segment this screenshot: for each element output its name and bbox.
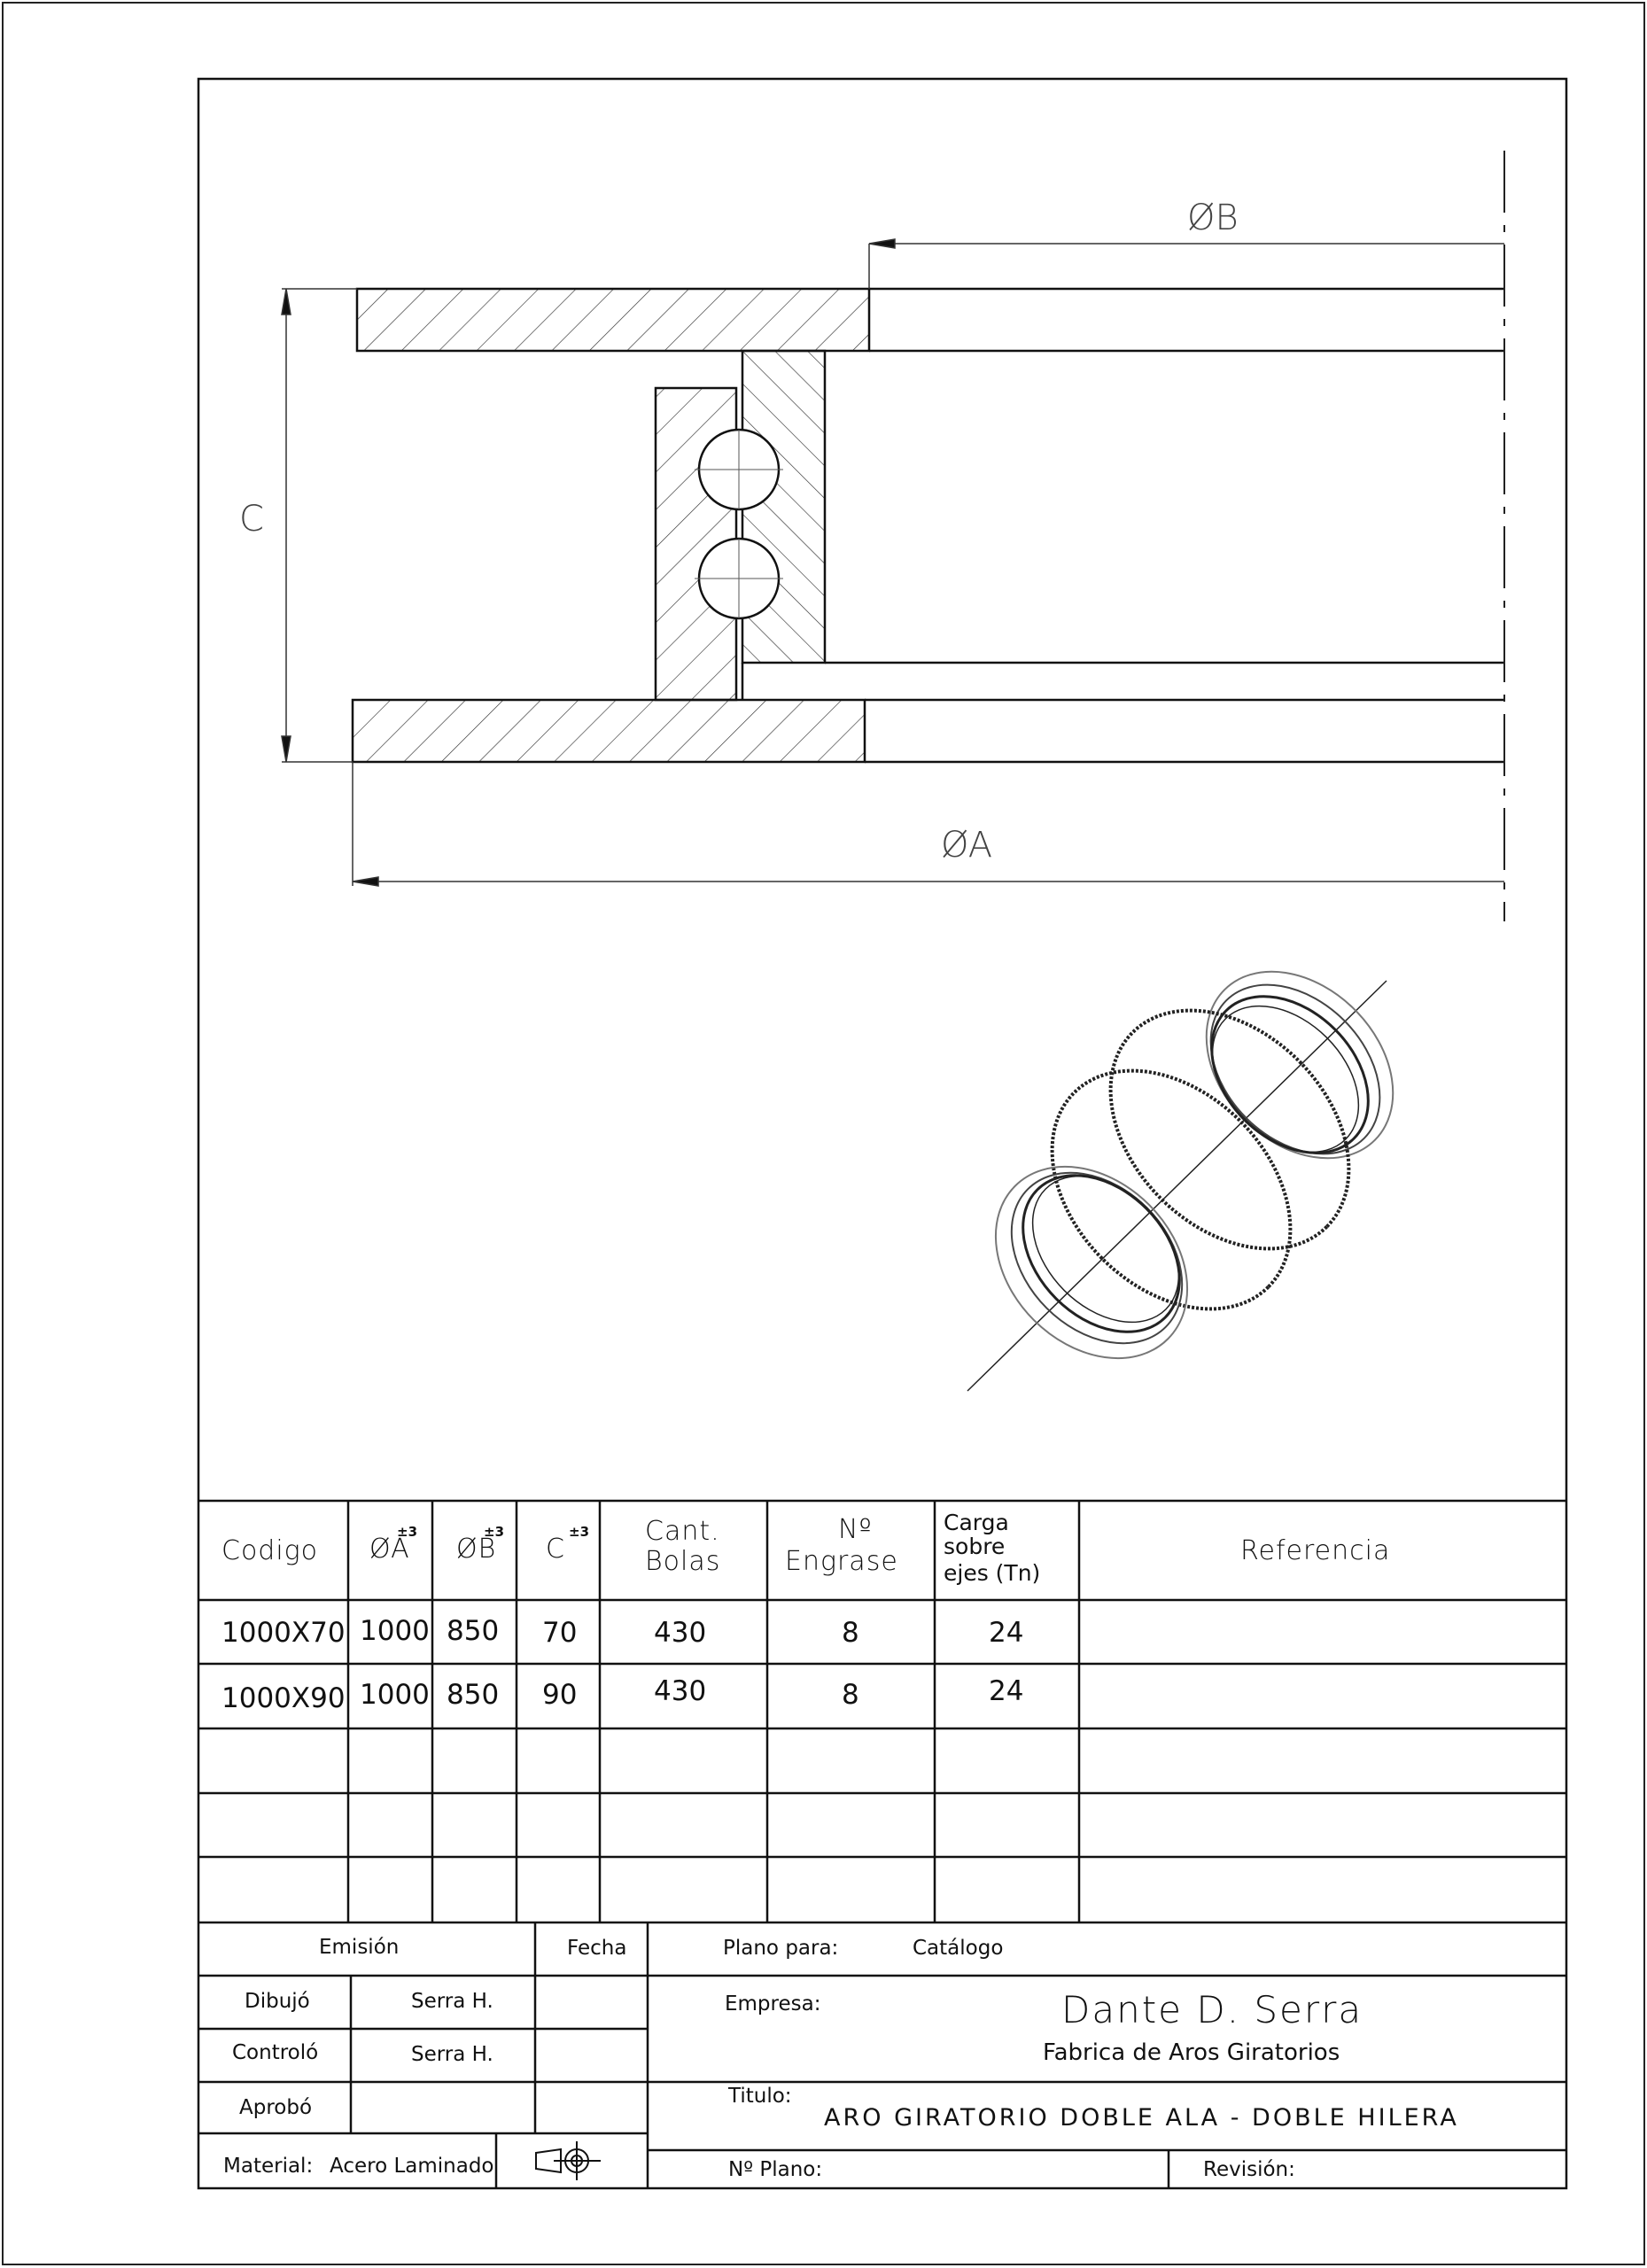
cell-b: 850 <box>447 1615 500 1647</box>
material-value: Acero Laminado <box>330 2155 494 2178</box>
fecha-label: Fecha <box>567 1937 627 1960</box>
cell-c: 70 <box>542 1617 578 1649</box>
cell-bolas: 430 <box>654 1617 707 1649</box>
inner-frame <box>198 79 1566 2188</box>
plano-para-label: Plano para: <box>723 1937 839 1960</box>
cell-engrase: 8 <box>842 1679 859 1711</box>
empresa-label: Empresa: <box>725 1992 821 2016</box>
header-sobre: sobre <box>944 1534 1006 1559</box>
dibujo-value: Serra H. <box>411 1990 493 2013</box>
header-engrase: Engrase <box>785 1546 898 1577</box>
cell-bolas: 430 <box>654 1675 707 1707</box>
title-block-grid <box>198 1922 1566 2188</box>
header-tol-c: ±3 <box>569 1524 590 1540</box>
dim-label-a: ØA <box>941 825 993 866</box>
cross-section-view <box>353 151 1504 921</box>
cell-c: 90 <box>542 1679 578 1711</box>
header-diam-b: ØB <box>456 1534 497 1565</box>
dim-label-b: ØB <box>1187 198 1239 238</box>
top-flange-section <box>357 289 869 351</box>
cell-carga: 24 <box>989 1675 1024 1707</box>
cell-a: 1000 <box>360 1615 430 1647</box>
controlo-value: Serra H. <box>411 2043 493 2066</box>
emision-label: Emisión <box>319 1936 400 1959</box>
company-name: Dante D. Serra <box>1061 1988 1363 2031</box>
titulo-label: Titulo: <box>728 2085 792 2108</box>
cell-codigo: 1000X70 <box>221 1617 346 1649</box>
header-cant: Cant. <box>645 1516 720 1547</box>
dim-label-c: C <box>239 499 264 540</box>
header-ejes: ejes (Tn) <box>944 1560 1041 1586</box>
plano-para-value: Catálogo <box>913 1937 1004 1960</box>
material-label: Material: <box>223 2155 314 2178</box>
bottom-flange-section <box>353 700 865 762</box>
company-subtitle: Fabrica de Aros Giratorios <box>1043 2039 1340 2066</box>
header-carga: Carga <box>944 1510 1009 1535</box>
cell-carga: 24 <box>989 1617 1024 1649</box>
cell-engrase: 8 <box>842 1617 859 1649</box>
header-c: C <box>546 1534 565 1565</box>
controlo-label: Controló <box>232 2041 319 2064</box>
header-codigo: Codigo <box>221 1535 319 1566</box>
header-tol-a: ±3 <box>397 1524 418 1540</box>
dibujo-label: Dibujó <box>245 1990 310 2013</box>
cell-a: 1000 <box>360 1679 430 1711</box>
header-nro: Nº <box>838 1514 873 1545</box>
header-referencia: Referencia <box>1240 1535 1391 1566</box>
header-diam-a: ØA <box>369 1534 410 1565</box>
cell-codigo: 1000X90 <box>221 1682 346 1714</box>
projection-symbol-icon <box>536 2141 601 2180</box>
revision-label: Revisión: <box>1203 2158 1295 2181</box>
aprobo-label: Aprobó <box>239 2096 313 2119</box>
header-bolas: Bolas <box>645 1546 721 1577</box>
cell-b: 850 <box>447 1679 500 1711</box>
nro-plano-label: Nº Plano: <box>728 2158 823 2181</box>
header-tol-b: ±3 <box>484 1524 505 1540</box>
titulo-value: ARO GIRATORIO DOBLE ALA - DOBLE HILERA <box>824 2104 1459 2132</box>
exploded-isometric-view <box>958 935 1430 1396</box>
